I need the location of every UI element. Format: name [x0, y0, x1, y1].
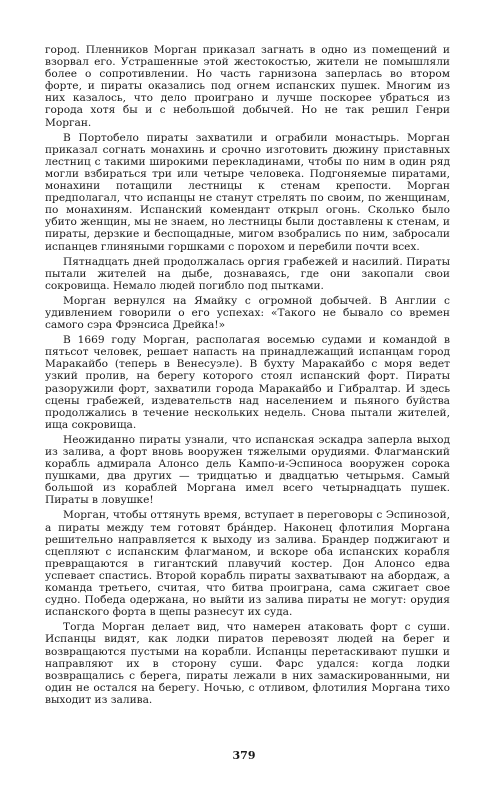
paragraph: Морган вернулся на Ямайку с огромной добычей. В Англии с удивлением говорили о его успехах: «Такого не бывало со времен самого сэра Фрэнсиса Дрейка!» [45, 294, 450, 332]
paragraph: Неожиданно пираты узнали, что испанская эскадра заперла выход из залива, а форт вновь вооружен тяжелыми орудиями. Флагманский корабль адмирала Алонсо дель Кампо-и-Эспиноса вооружен сорока пушками, два других — тридцатью и двадцатью четырьмя. Самый большой из кораблей Моргана имел всего четырнадцать пушек. Пираты в ловушке! [45, 433, 450, 507]
paragraph: В Портобело пираты захватили и ограбили монастырь. Морган приказал согнать монахинь и срочно изготовить дюжину приставных лестниц с такими широкими перекладинами, чтобы по ним в один ряд могли взбираться три или четыре человека. Подгоняемые пиратами, монахини потащили лестницы к стенам крепости. Морган предполагал, что испанцы не станут стрелять по своим, по женщинам, по монахиням. Испанский комендант открыл огонь. Сколько было убито женщин, мы не знаем, но лестницы были доставлены к стенам, и пираты, дерзкие и беспощадные, мигом взобрались по ним, забросали испанцев глиняными горшками с порохом и перебили почти всех. [45, 131, 450, 253]
paragraph: В 1669 году Морган, располагая восемью судами и командой в пятьсот человек, решает напасть на принадлежащий испанцам город Маракайбо (теперь в Венесуэле). В бухту Маракайбо с моря ведет узкий пролив, на берегу которого стоял испанский форт. Пираты разоружили форт, захватили города Маракайбо и Гибралтар. И здесь сцены грабежей, издевательств над населением и пьяного буйства продолжались в течение нескольких недель. Снова пытали жителей, ища сокровища. [45, 334, 450, 431]
paragraph: Пятнадцать дней продолжалась оргия грабежей и насилий. Пираты пытали жителей на дыбе, дознаваясь, где они закопали свои сокровища. Немало людей погибло под пытками. [45, 255, 450, 292]
paragraph: Морган, чтобы оттянуть время, вступает в переговоры с Эспинозой, а пираты между тем готовят бра́ндер. Наконец флотилия Моргана решительно направляется к выходу из залива. Брандер поджигают и сцепляют с испанским флагманом, и вскоре оба испанских корабля превращаются в гигантский плавучий костер. Дон Алонсо едва успевает спастись. Второй корабль пираты захватывают на абордаж, а команда третьего, считая, что битва проиграна, сама сжигает свое судно. Победа одержана, но выйти из залива пираты не могут: орудия испанского форта в щепы разнесут их суда. [45, 509, 450, 619]
page-number: 379 [232, 749, 256, 762]
paragraph: город. Пленников Морган приказал загнать в одно из помещений и взорвал его. Устрашенные этой жестокостью, жители не помышляли более о сопротивлении. Но часть гарнизона заперлась во втором форте, и пираты оказались под огнем испанских пушек. Многим из них казалось, что дело проиграно и лучше поскорее убраться из города хотя бы и с небольшой добычей. Но не так решил Генри Морган. [45, 44, 450, 129]
body-text [45, 44, 450, 706]
paragraph: Тогда Морган делает вид, что намерен атаковать форт с суши. Испанцы видят, как лодки пиратов перевозят людей на берег и возвращаются пустыми на корабли. Испанцы перетаскивают пушки и направляют их в сторону суши. Фарс удался: когда лодки возвращались с берега, пираты лежали в них замаскированными, ни один не остался на берегу. Ночью, с отливом, флотилия Моргана тихо выходит из залива. [45, 621, 450, 706]
